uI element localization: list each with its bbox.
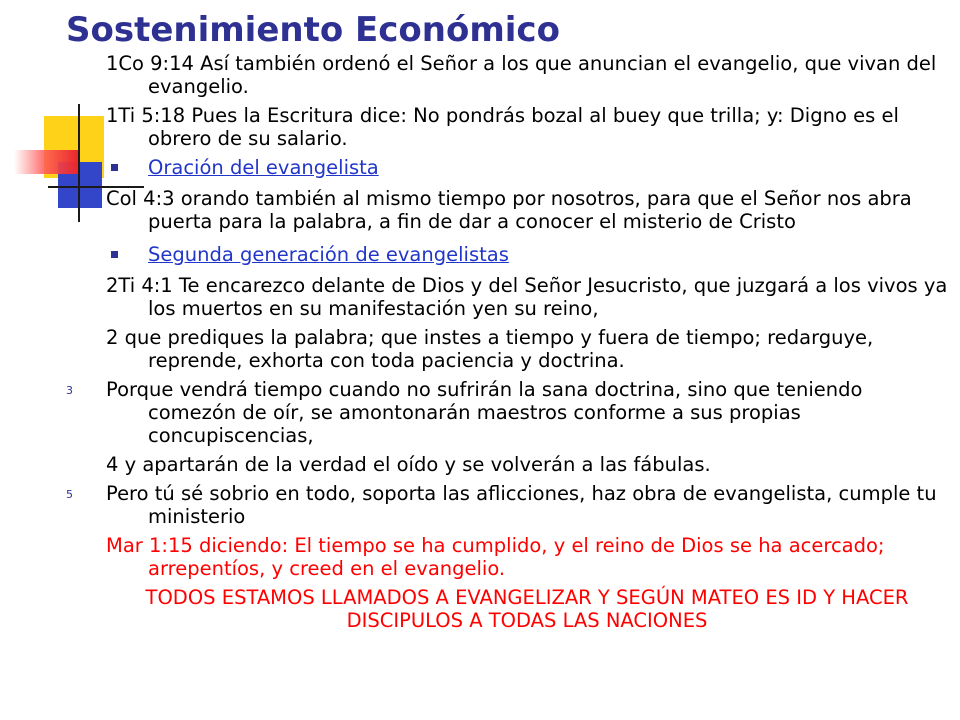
- decor-vertical-line: [78, 104, 80, 222]
- verse-2ti-4-2: 2 que prediques la palabra; que instes a tiempo y fuera de tiempo; redarguye, reprende, exhorta con toda paciencia y doctrina.: [106, 326, 874, 372]
- bullet-item-oracion: [106, 156, 948, 179]
- slide-title: Sostenimiento Económico: [66, 10, 560, 50]
- decor-red-gradient-bar: [14, 150, 80, 174]
- verse-mar-1-15: Mar 1:15 diciendo: El tiempo se ha cumplido, y el reino de Dios se ha acercado; arrepentíos, y creed en el evangelio.: [106, 534, 885, 580]
- verse-2ti-4-4: 4 y apartarán de la verdad el oído y se volverán a las fábulas.: [106, 453, 711, 476]
- square-bullet-icon: [111, 251, 118, 258]
- verse-col-4-3: Col 4:3 orando también al mismo tiempo por nosotros, para que el Señor nos abra puerta para la palabra, a fin de dar a conocer el misterio de Cristo: [106, 187, 912, 233]
- slide-content: [66, 52, 948, 642]
- verse-2ti-4-5: 5 Pero tú sé sobrio en todo, soporta las aflicciones, haz obra de evangelista, cumple tu ministerio: [66, 482, 937, 528]
- verse-1ti-5-18: 1Ti 5:18 Pues la Escritura dice: No pondrás bozal al buey que trilla; y: Digno es el obrero de su salario.: [106, 104, 899, 150]
- verse-2ti-4-1: 2Ti 4:1 Te encarezco delante de Dios y del Señor Jesucristo, que juzgará a los vivos ya los muertos en su manifestación yen su reino,: [106, 274, 948, 320]
- square-bullet-icon: [111, 164, 118, 171]
- closing-statement: TODOS ESTAMOS LLAMADOS A EVANGELIZAR Y SEGÚN MATEO ES ID Y HACER DISCIPULOS A TODAS LAS NACIONES: [145, 586, 909, 632]
- link-segunda-generacion[interactable]: Segunda generación de evangelistas: [148, 243, 509, 266]
- link-oracion-del-evangelista[interactable]: Oración del evangelista: [148, 156, 379, 179]
- verse-1co-9-14: 1Co 9:14 Así también ordenó el Señor a los que anuncian el evangelio, que vivan del evangelio.: [106, 52, 937, 98]
- verse-2ti-4-3-text: Porque vendrá tiempo cuando no sufrirán la sana doctrina, sino que teniendo comezón de oír, se amontonarán maestros conforme a sus propias concupiscencias,: [106, 378, 863, 447]
- bullet-item-segunda-generacion: [106, 243, 948, 266]
- verse-2ti-4-3: 3 Porque vendrá tiempo cuando no sufrirán la sana doctrina, sino que teniendo comezón de oír, se amontonarán maestros conforme a sus propias concupiscencias,: [66, 378, 863, 447]
- verse-2ti-4-5-text: Pero tú sé sobrio en todo, soporta las aflicciones, haz obra de evangelista, cumple tu ministerio: [106, 482, 937, 528]
